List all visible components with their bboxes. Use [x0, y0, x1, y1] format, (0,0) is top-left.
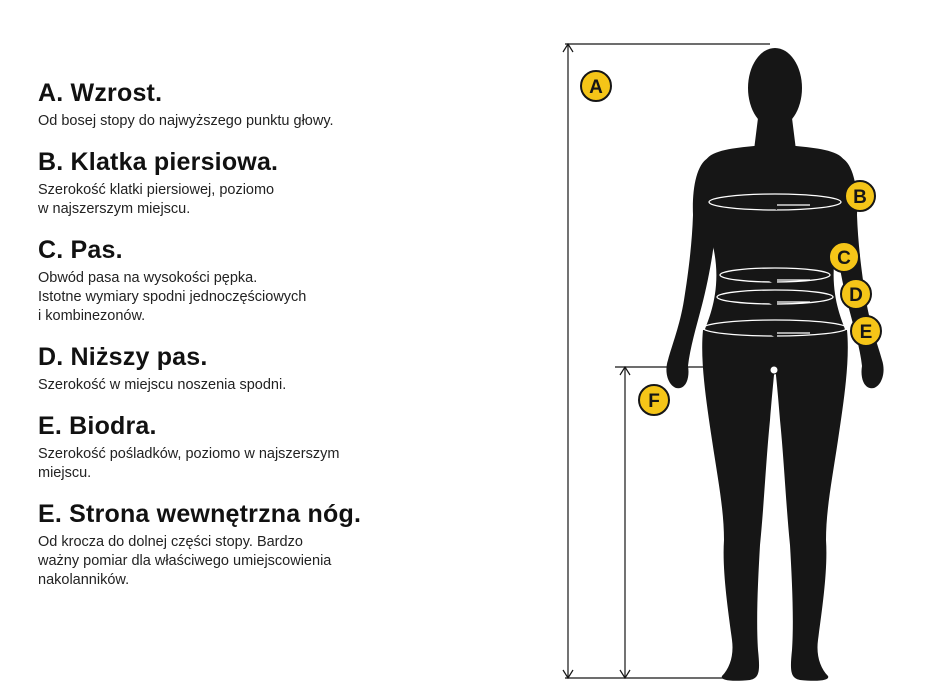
description-line: Szerokość klatki piersiowej, poziomo	[38, 182, 275, 198]
description-line: nakolanników.	[38, 572, 130, 588]
body-silhouette	[666, 48, 883, 681]
section-title: A. Wzrost.	[38, 79, 163, 107]
crotch-point	[770, 366, 778, 374]
badge-b	[845, 181, 875, 211]
description-line: w najszerszym miejscu.	[38, 201, 191, 217]
measurement-descriptions	[38, 78, 458, 606]
badge-a	[581, 71, 611, 101]
description-line: Szerokość pośladków, poziomo w najszerszym	[38, 446, 340, 462]
section-description	[38, 533, 458, 590]
badge-b-label: B	[853, 187, 867, 208]
badge-a-label: A	[589, 77, 603, 98]
section-description	[38, 269, 458, 326]
section-title: E. Strona wewnętrzna nóg.	[38, 500, 362, 528]
description-line: Od bosej stopy do najwyższego punktu głowy.	[38, 113, 334, 129]
description-line: i kombinezonów.	[38, 308, 146, 324]
badge-e	[851, 316, 881, 346]
section-title: E. Biodra.	[38, 412, 157, 440]
description-line: Istotne wymiary spodni jednoczęściowych	[38, 289, 307, 305]
description-line: miejscu.	[38, 465, 92, 481]
section-title: C. Pas.	[38, 236, 123, 264]
head	[748, 48, 802, 128]
right-leg	[775, 330, 848, 681]
badge-c	[829, 242, 859, 272]
section-chest	[38, 147, 458, 219]
section-description	[38, 445, 458, 483]
section-description	[38, 112, 458, 131]
section-title: D. Niższy pas.	[38, 343, 208, 371]
badge-e-label: E	[859, 322, 873, 343]
left-leg	[702, 330, 775, 681]
section-description	[38, 181, 458, 219]
description-line: Od krocza do dolnej części stopy. Bardzo	[38, 534, 303, 550]
badge-c-label: C	[837, 248, 851, 269]
torso	[701, 146, 850, 335]
badge-d	[841, 279, 871, 309]
description-line: Szerokość w miejscu noszenia spodni.	[38, 377, 287, 393]
section-lower-waist	[38, 342, 458, 395]
badge-d-label: D	[849, 285, 863, 306]
badge-f	[639, 385, 669, 415]
section-waist	[38, 235, 458, 326]
description-line: ważny pomiar dla właściwego umiejscowienia	[38, 553, 332, 569]
section-height	[38, 78, 458, 131]
section-inseam	[38, 499, 458, 590]
section-description	[38, 376, 458, 395]
body-measurement-figure	[540, 0, 938, 698]
description-line: Obwód pasa na wysokości pępka.	[38, 270, 258, 286]
neck	[754, 118, 796, 150]
badge-f-label: F	[648, 391, 660, 412]
section-title: B. Klatka piersiowa.	[38, 148, 279, 176]
section-hips	[38, 411, 458, 483]
